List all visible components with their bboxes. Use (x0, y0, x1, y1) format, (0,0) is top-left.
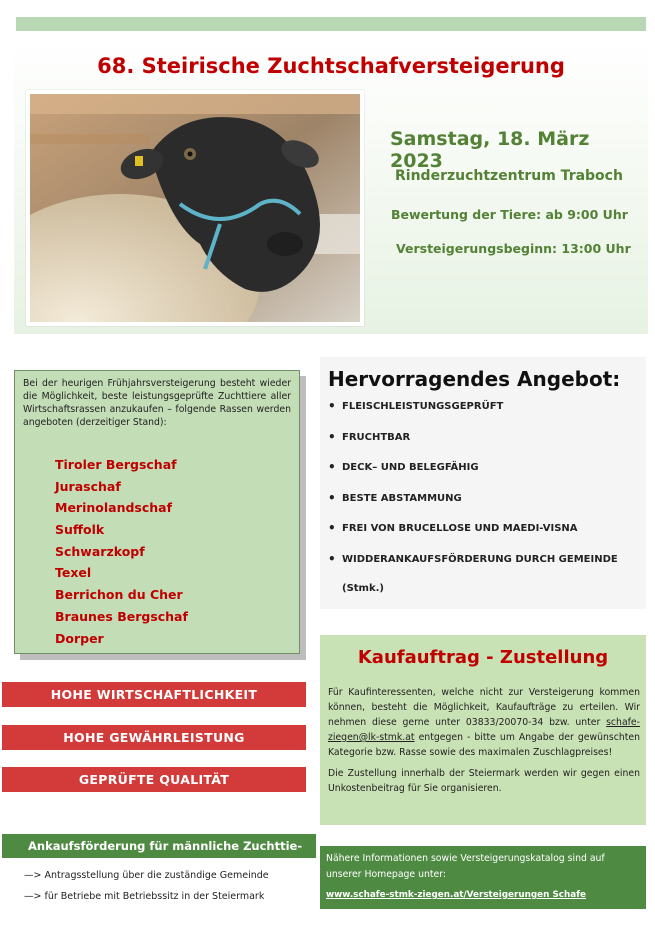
funding-item: —> Antragsstellung über die zuständige Gemeinde (24, 870, 269, 881)
offer-item: • BESTE ABSTAMMUNG (328, 491, 643, 506)
rating-time: Bewertung der Tiere: ab 9:00 Uhr (391, 207, 628, 222)
banner-warranty: HOHE GEWÄHRLEISTUNG (2, 725, 306, 750)
order-title: Kaufauftrag - Zustellung (357, 647, 609, 668)
email-link[interactable]: schafe-ziegen@lk-stmk.at (328, 717, 640, 743)
top-decor-bar (16, 17, 646, 31)
breed-item: Dorper (55, 630, 104, 646)
breed-item: Schwarzkopf (55, 543, 145, 559)
event-venue: Rinderzuchtzentrum Traboch (395, 168, 623, 184)
breed-item: Merinolandschaf (55, 500, 173, 516)
sheep-photo (26, 90, 364, 326)
offer-item: • WIDDERANKAUFSFÖRDERUNG DURCH GEMEINDE (Stmk.) (328, 552, 643, 596)
offer-list (328, 399, 643, 611)
info-panel (320, 846, 646, 909)
breed-item: Juraschaf (55, 478, 121, 494)
event-date: Samstag, 18. März 2023 (390, 128, 590, 172)
offer-item: • FLEISCHLEISTUNGSGEPRÜFT (328, 399, 643, 414)
funding-item: —> für Betriebe mit Betriebssitz in der Steiermark (24, 891, 265, 902)
breeds-intro: Bei der heurigen Frühjahrsversteigerung besteht wieder die Möglichkeit, beste leistungsgeprüfte Zuchttiere aller Wirtschaftsrassen anzukaufen – folgende Rassen werden angeboten (derzeitiger Stand): (23, 378, 291, 428)
banner-economy: HOHE WIRTSCHAFTLICHKEIT (2, 682, 306, 707)
offer-title: Hervorragendes Angebot: (328, 367, 621, 391)
order-panel (320, 635, 646, 825)
offer-item: • DECK– UND BELEGFÄHIG (328, 460, 643, 475)
banner-quality: GEPRÜFTE QUALITÄT (2, 767, 306, 792)
offer-item: • FRUCHTBAR (328, 430, 643, 445)
breeds-panel (14, 370, 300, 654)
breed-item: Berrichon du Cher (55, 587, 183, 603)
offer-item-continuation: (Stmk.) (342, 582, 384, 594)
page-title: 68. Steirische Zuchtschafversteigerung (97, 54, 565, 78)
homepage-link[interactable]: www.schafe-stmk-ziegen.at/Versteigerungen Schafe (326, 890, 586, 900)
funding-title: Ankaufsförderung für männliche Zuchttie- (2, 834, 316, 858)
breed-item: Suffolk (55, 522, 105, 538)
order-text: Für Kaufinteressenten, welche nicht zur Versteigerung kommen können, besteht die Möglichkeit, Kaufaufträge zu erteilen. Wir nehmen diese gerne unter 03833/20070-34 bzw. unter schafe-ziegen@lk-stmk.at entgegen - bitte um Angabe der gewünschten Kategorie bzw. Rasse sowie des maximalen Zuschlagpreises! Die Zustellung innerhalb der Steiermark werden wir gegen einen Unkostenbeitrag für Sie organisieren. (328, 687, 640, 794)
offer-panel (320, 357, 646, 609)
info-text: Nähere Informationen sowie Versteigerungskatalog sind auf unserer Homepage unter: (326, 853, 605, 880)
breed-item: Braunes Bergschaf (55, 608, 188, 624)
header-panel (14, 40, 648, 334)
breed-item: Tiroler Bergschaf (55, 457, 177, 472)
breed-item: Texel (55, 565, 92, 581)
breeds-list (55, 454, 188, 649)
offer-item: • FREI VON BRUCELLOSE UND MAEDI-VISNA (328, 521, 643, 536)
auction-start: Versteigerungsbeginn: 13:00 Uhr (396, 241, 631, 256)
delivery-text: Die Zustellung innerhalb der Steiermark werden wir gegen einen Unkostenbeitrag für Sie organisieren. (328, 768, 640, 794)
